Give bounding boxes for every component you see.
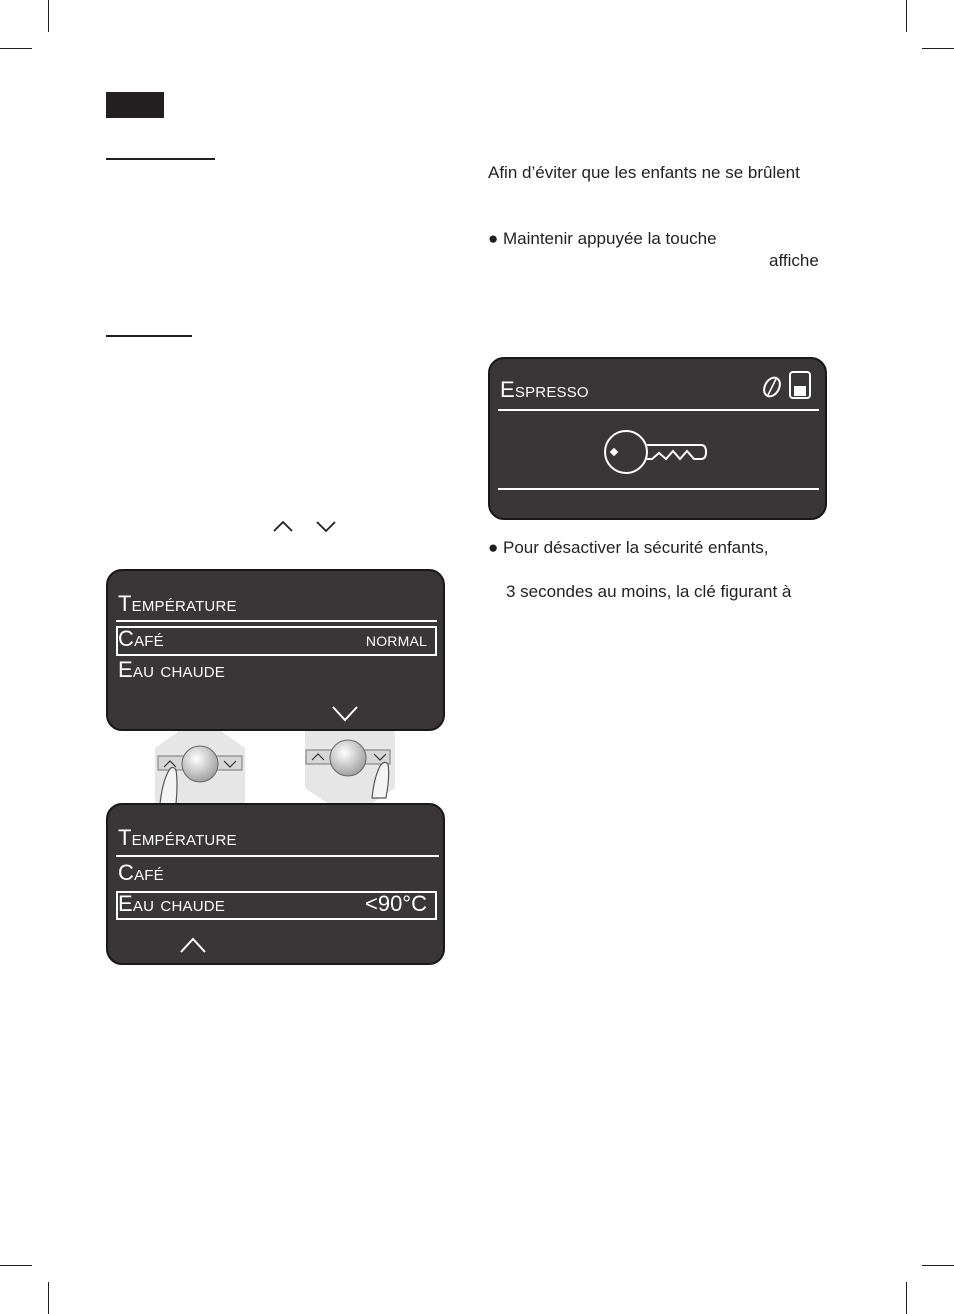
display-divider	[498, 409, 819, 411]
menu-item-value: normal	[365, 629, 427, 651]
espresso-display	[488, 357, 827, 520]
language-tab	[106, 92, 164, 118]
crop-mark	[906, 1282, 907, 1314]
intro-text: Afin d’éviter que les enfants ne se brûlent	[488, 163, 800, 182]
display-divider	[498, 488, 819, 490]
display-title: Température	[118, 825, 237, 850]
menu-item-hot-water: Eau chaude	[118, 657, 225, 682]
rotary-knob-down	[304, 738, 396, 800]
key-icon	[602, 427, 708, 477]
display-title: Température	[118, 591, 237, 616]
chevron-down-icon	[330, 704, 360, 724]
section-rule	[106, 335, 192, 337]
up-arrow-symbol-icon	[272, 518, 294, 534]
display-divider	[116, 855, 439, 857]
crop-mark	[0, 1265, 32, 1266]
menu-item-hot-water: Eau chaude	[118, 891, 225, 916]
coffee-bean-icon	[760, 373, 784, 399]
crop-mark	[48, 0, 49, 32]
crop-mark	[922, 48, 954, 49]
temperature-display-normal	[106, 569, 445, 731]
crop-mark	[906, 0, 907, 32]
display-divider	[116, 620, 437, 622]
instruction-bullet: ● Maintenir appuyée la touche	[488, 229, 717, 248]
instruction-text: 3 secondes au moins, la clé figurant à	[506, 582, 792, 601]
menu-item-coffee: Café	[118, 860, 164, 885]
temperature-display-hot-water	[106, 803, 445, 965]
display-title: Espresso	[500, 377, 589, 402]
menu-item-coffee: Café	[118, 626, 164, 651]
down-arrow-symbol-icon	[315, 518, 337, 534]
cup-icon	[787, 369, 813, 401]
crop-mark	[48, 1282, 49, 1314]
menu-item-value: <90°C	[364, 891, 427, 916]
section-rule	[106, 158, 215, 160]
rotary-knob-up	[156, 742, 246, 804]
crop-mark	[922, 1265, 954, 1266]
instruction-text: affiche	[769, 251, 819, 270]
instruction-bullet: ● Pour désactiver la sécurité enfants,	[488, 538, 769, 557]
crop-mark	[0, 48, 32, 49]
chevron-up-icon	[178, 935, 208, 955]
